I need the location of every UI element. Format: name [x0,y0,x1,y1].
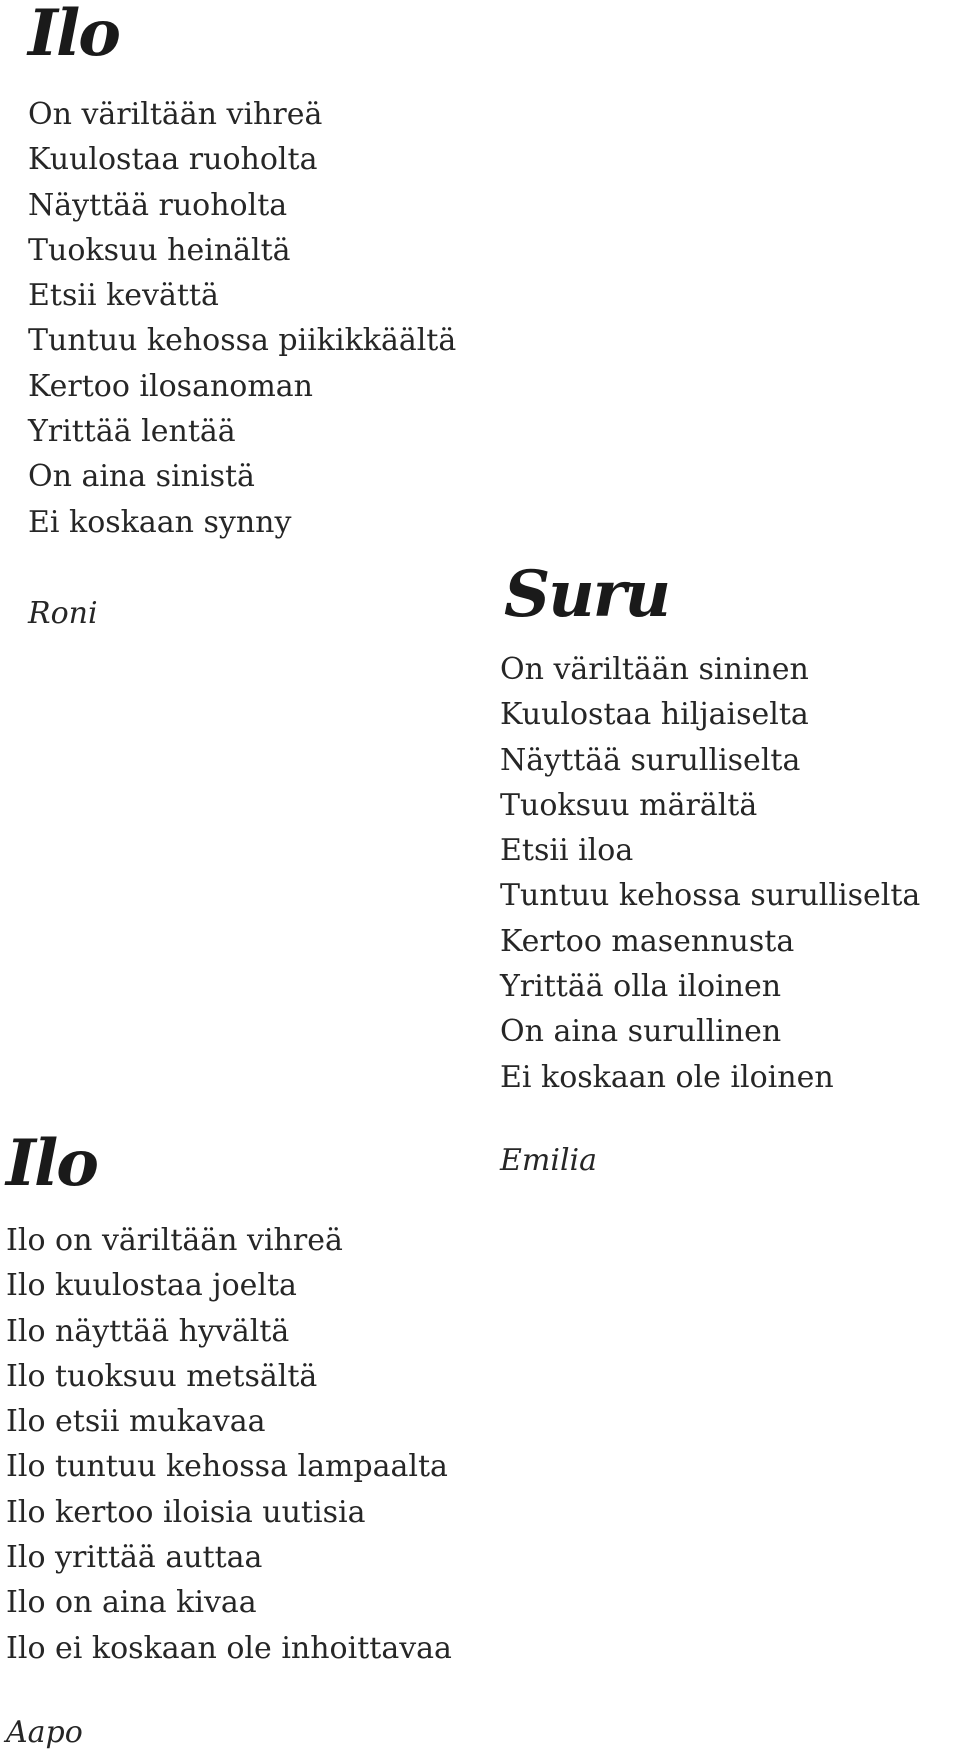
poem-line: Kertoo ilosanoman [28,368,313,404]
poem-line: Tuntuu kehossa piikikkäältä [28,323,457,359]
poem-line: Tuntuu kehossa surulliselta [500,878,921,914]
poem-line: Ilo tuntuu kehossa lampaalta [6,1449,448,1485]
poem-title: Ilo [28,0,119,71]
poem-line: Kuulostaa ruoholta [28,142,318,178]
poem-line: Näyttää ruoholta [28,187,288,223]
poem-line: On aina sinistä [28,459,255,495]
poem-line: Ilo on aina kivaa [6,1585,257,1621]
poem-line: Etsii kevättä [28,278,219,314]
poem-author: Roni [28,596,98,631]
poem-line: Näyttää surulliselta [500,742,801,778]
poem-line: Ilo yrittää auttaa [6,1540,263,1576]
poem-line: Ilo tuoksuu metsältä [6,1358,318,1394]
poem-line: On aina surullinen [500,1014,782,1050]
poem-lines [28,92,456,545]
poem-ilo-roni [28,0,508,640]
poem-line: Ei koskaan synny [28,504,292,540]
poem-line: Kuulostaa hiljaiselta [500,697,809,733]
poem-line: Ilo ei koskaan ole inhoittavaa [6,1630,452,1666]
poem-line: Ilo kertoo iloisia uutisia [6,1494,366,1530]
poem-author: Emilia [500,1143,598,1178]
poem-author: Aapo [6,1715,83,1750]
poem-lines [6,1218,452,1671]
poem-line: Tuoksuu heinältä [28,232,291,268]
poem-line: Ei koskaan ole iloinen [500,1059,834,1095]
poem-title: Suru [504,557,669,632]
poem-line: On väriltään sininen [500,652,809,687]
poem-line: Ilo on väriltään vihreä [6,1223,343,1258]
poem-ilo-aapo [6,1126,506,1758]
poem-line: Ilo kuulostaa joelta [6,1268,297,1304]
poem-line: Ilo näyttää hyvältä [6,1313,290,1349]
poem-line: Yrittää olla iloinen [500,969,782,1005]
poem-line: Kertoo masennusta [500,923,795,959]
poem-line: On väriltään vihreä [28,97,323,132]
poem-line: Yrittää lentää [28,414,236,450]
poem-line: Etsii iloa [500,833,634,869]
poem-line: Tuoksuu märältä [500,787,758,823]
poem-title: Ilo [6,1126,97,1201]
poem-suru-emilia [500,555,960,1195]
poem-lines [500,647,920,1100]
poem-line: Ilo etsii mukavaa [6,1404,266,1440]
